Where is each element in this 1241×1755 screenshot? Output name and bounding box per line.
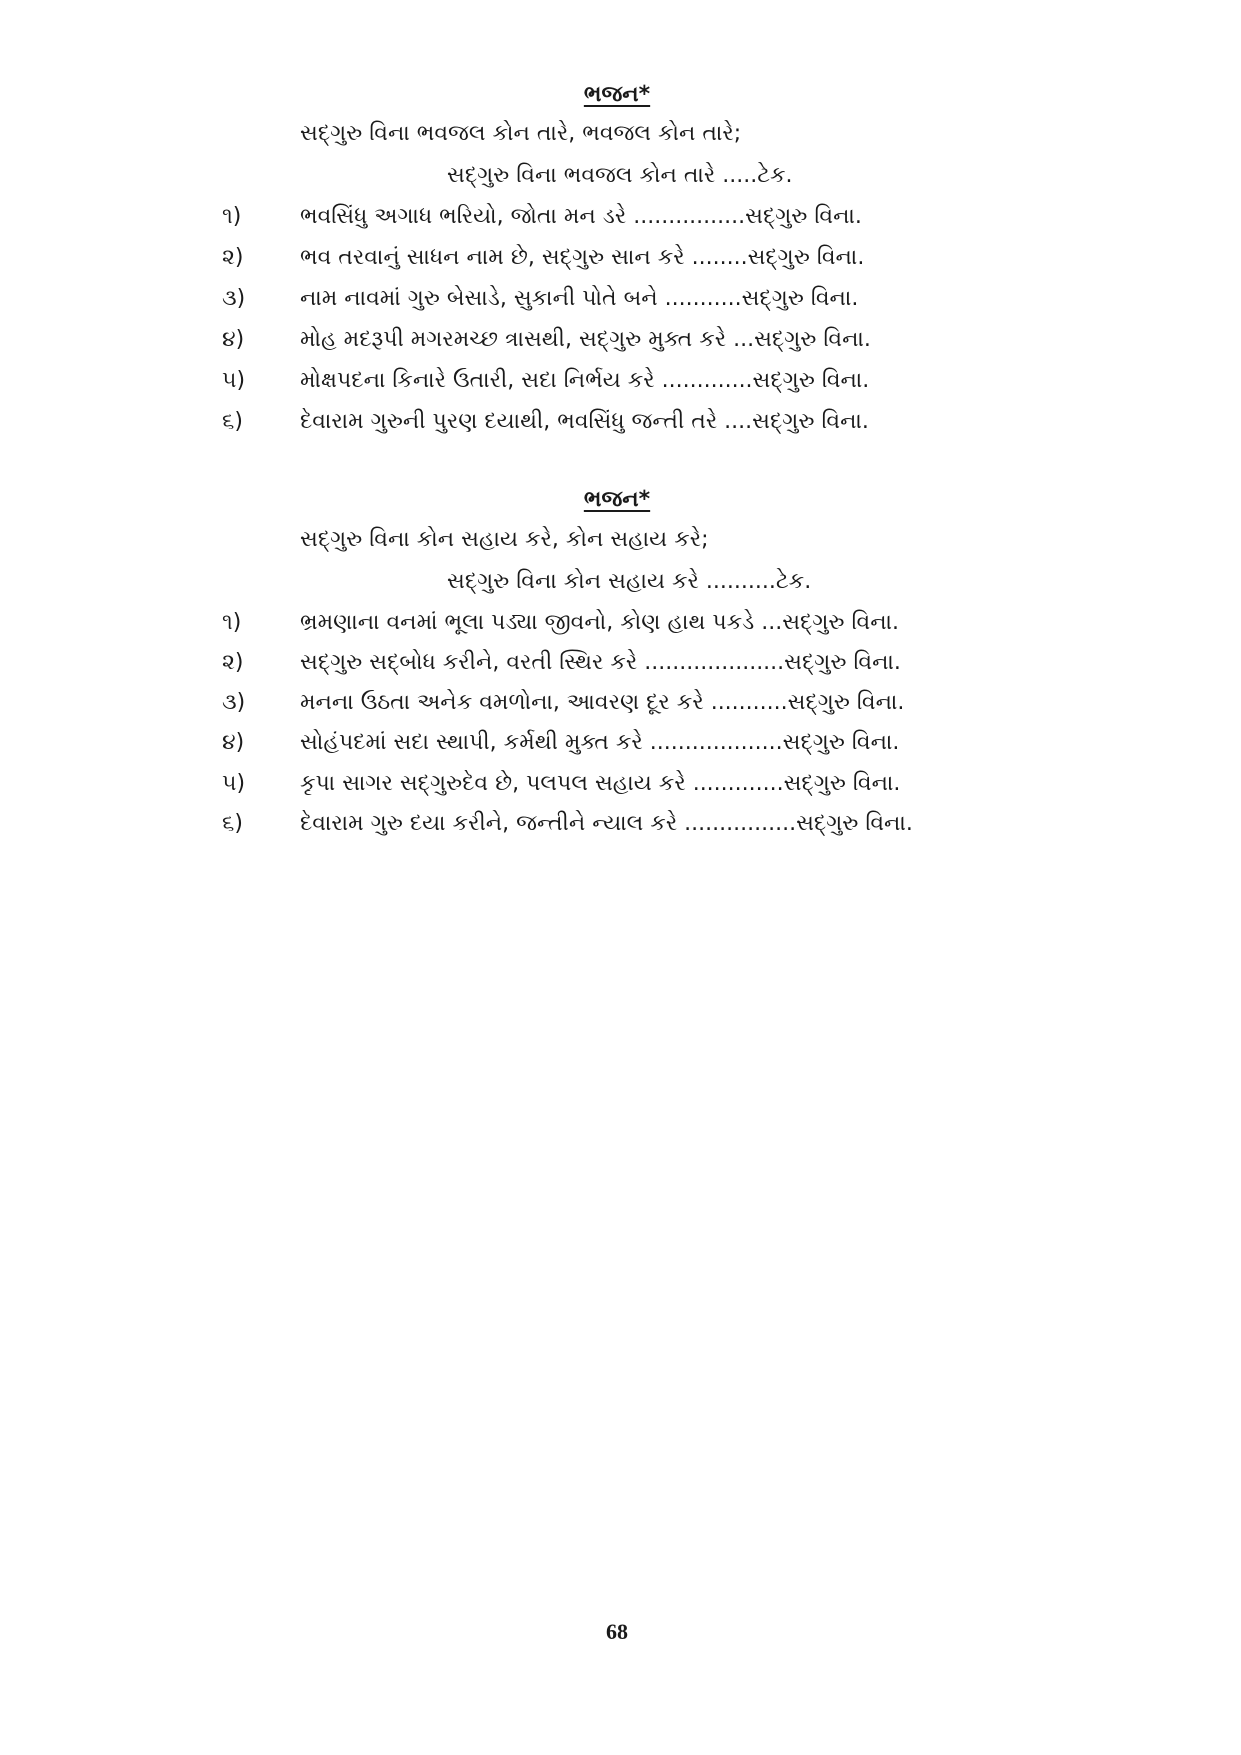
verse-number: ૩)	[222, 286, 246, 311]
verse-text: ભ્રમણાના વનમાં ભૂલા પડ્યા જીવનો, કોણ હાથ પકડે ...સદ્‌ગુરુ વિના.	[300, 610, 899, 635]
verse-number: ૪)	[222, 327, 245, 352]
verse-text: મોહ મદરૂપી મગરમચ્છ ત્રાસથી, સદ્‌ગુરુ મુક્ત કરે ...સદ્‌ગુરુ વિના.	[300, 327, 871, 352]
bhajan-title: ભજન*	[583, 487, 651, 512]
verse-text: દેવારામ ગુરુની પુરણ દયાથી, ભવસિંધુ જન્તી તરે ....સદ્‌ગુરુ વિના.	[300, 409, 869, 434]
verse-row	[0, 649, 1241, 677]
verse-text: ભવ તરવાનું સાધન નામ છે, સદ્‌ગુરુ સાન કરે ........સદ્‌ગુરુ વિના.	[300, 245, 865, 270]
verse-text: દેવારામ ગુરુ દયા કરીને, જન્તીને ન્યાલ કરે ................સદ્‌ગુરુ વિના.	[300, 811, 913, 836]
verse-row	[0, 770, 1241, 798]
tek-line: સદ્‌ગુરુ વિના કોન સહાય કરે ..........ટેક.	[447, 569, 812, 594]
verse-number: ૨)	[222, 245, 244, 270]
verse-text: ભવસિંધુ અગાધ ભરિયો, જોતા મન ડરે ................સદ્‌ગુરુ વિના.	[300, 204, 862, 229]
verse-number: ૧)	[222, 204, 242, 229]
verse-number: ૪)	[222, 730, 245, 755]
refrain-line: સદ્‌ગુરુ વિના કોન સહાય કરે, કોન સહાય કરે;	[300, 527, 709, 552]
bhajan-title: ભજન*	[583, 82, 651, 107]
verse-number: ૬)	[222, 409, 243, 434]
verse-text: સદ્‌ગુરુ સદ્‌બોધ કરીને, વરતી સ્થિર કરે ....................સદ્‌ગુરુ વિના.	[300, 650, 901, 675]
verse-row	[0, 810, 1241, 838]
verse-number: ૫)	[222, 368, 246, 393]
verse-row	[0, 609, 1241, 637]
verse-text: સોહંપદમાં સદા સ્થાપી, કર્મથી મુક્ત કરે ...................સદ્‌ગુરુ વિના.	[300, 730, 900, 755]
tek-line: સદ્‌ગુરુ વિના ભવજલ કોન તારે .....ટેક.	[447, 163, 793, 188]
verse-text: નામ નાવમાં ગુરુ બેસાડે, સુકાની પોતે બને ...........સદ્‌ગુરુ વિના.	[300, 286, 859, 311]
verse-number: ૩)	[222, 690, 246, 715]
verse-number: ૫)	[222, 771, 246, 796]
verse-text: મોક્ષપદના કિનારે ઉતારી, સદા નિર્ભય કરે .............સદ્‌ગુરુ વિના.	[300, 368, 870, 393]
verse-number: ૬)	[222, 811, 243, 836]
refrain-line: સદ્‌ગુરુ વિના ભવજલ કોન તારે, ભવજલ કોન તારે;	[300, 121, 742, 146]
page-number: 68	[606, 1619, 628, 1644]
verse-row	[0, 689, 1241, 717]
verse-text: કૃપા સાગર સદ્‌ગુરુદેવ છે, પલપલ સહાય કરે .............સદ્‌ગુરુ વિના.	[300, 771, 901, 796]
verse-row	[0, 729, 1241, 757]
verse-number: ૨)	[222, 650, 244, 675]
verse-text: મનના ઉઠતા અનેક વમળોના, આવરણ દૂર કરે ...........સદ્‌ગુરુ વિના.	[300, 690, 905, 715]
verse-number: ૧)	[222, 610, 242, 635]
